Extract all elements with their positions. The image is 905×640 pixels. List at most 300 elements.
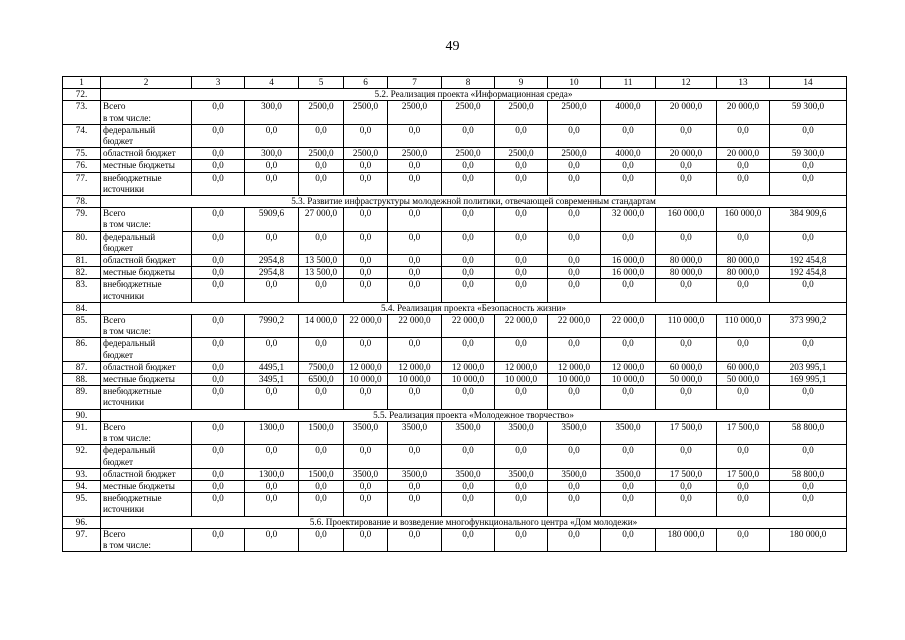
value-cell: 0,0	[717, 480, 770, 492]
value-cell: 160 000,0	[656, 208, 717, 231]
table-row	[63, 231, 847, 254]
funding-source-line: федеральный	[103, 445, 156, 456]
row-number: 85.	[63, 315, 101, 338]
value-cell: 0,0	[495, 160, 548, 172]
value-cell: 0,0	[717, 338, 770, 361]
value-cell: 22 000,0	[495, 315, 548, 338]
value-cell: 7500,0	[299, 361, 344, 373]
row-number: 88.	[63, 374, 101, 386]
value-cell: 0,0	[548, 255, 601, 267]
funding-source	[101, 124, 192, 147]
value-cell: 0,0	[192, 315, 245, 338]
funding-source-line: в том числе:	[103, 539, 151, 550]
value-cell: 0,0	[601, 172, 656, 195]
value-cell: 180 000,0	[770, 528, 847, 551]
value-cell: 0,0	[495, 279, 548, 302]
value-cell: 0,0	[245, 480, 299, 492]
table-row	[63, 267, 847, 279]
value-cell: 0,0	[770, 160, 847, 172]
value-cell: 0,0	[548, 386, 601, 409]
value-cell: 0,0	[656, 386, 717, 409]
section-title: 5.5. Реализация проекта «Молодежное творчество»	[101, 409, 847, 421]
value-cell: 0,0	[601, 160, 656, 172]
section-row	[63, 196, 847, 208]
funding-source	[101, 338, 192, 361]
value-cell: 0,0	[388, 493, 442, 516]
value-cell: 1500,0	[299, 421, 344, 444]
value-cell: 0,0	[192, 493, 245, 516]
value-cell: 0,0	[388, 279, 442, 302]
value-cell: 0,0	[717, 172, 770, 195]
funding-source-line: областной бюджет	[103, 468, 176, 479]
value-cell: 12 000,0	[601, 361, 656, 373]
header-cell: 8	[442, 77, 495, 89]
value-cell: 192 454,8	[770, 267, 847, 279]
value-cell: 0,0	[548, 528, 601, 551]
funding-source	[101, 315, 192, 338]
header-cell: 14	[770, 77, 847, 89]
funding-source-line: внебюджетные	[103, 386, 162, 397]
value-cell: 0,0	[442, 445, 495, 468]
value-cell: 0,0	[192, 361, 245, 373]
value-cell: 3495,1	[245, 374, 299, 386]
value-cell: 10 000,0	[388, 374, 442, 386]
value-cell: 58 800,0	[770, 468, 847, 480]
value-cell: 80 000,0	[656, 255, 717, 267]
value-cell: 58 800,0	[770, 421, 847, 444]
value-cell: 0,0	[388, 267, 442, 279]
value-cell: 0,0	[495, 386, 548, 409]
funding-source-line: Всего	[103, 315, 126, 326]
value-cell: 2954,8	[245, 255, 299, 267]
value-cell: 0,0	[442, 493, 495, 516]
value-cell: 0,0	[192, 208, 245, 231]
value-cell: 0,0	[770, 338, 847, 361]
value-cell: 0,0	[442, 480, 495, 492]
value-cell: 0,0	[717, 493, 770, 516]
value-cell: 2954,8	[245, 267, 299, 279]
value-cell: 0,0	[495, 528, 548, 551]
table-row	[63, 101, 847, 124]
funding-source-line: в том числе:	[103, 326, 151, 337]
header-cell: 2	[101, 77, 192, 89]
value-cell: 0,0	[656, 338, 717, 361]
value-cell: 1300,0	[245, 468, 299, 480]
value-cell: 0,0	[442, 208, 495, 231]
value-cell: 0,0	[192, 172, 245, 195]
funding-source-line: местные бюджеты	[103, 480, 175, 491]
funding-source-line: Всего	[103, 208, 126, 219]
value-cell: 4495,1	[245, 361, 299, 373]
value-cell: 0,0	[192, 374, 245, 386]
value-cell: 2500,0	[548, 101, 601, 124]
value-cell: 0,0	[245, 386, 299, 409]
funding-source-line: бюджет	[103, 136, 134, 147]
value-cell: 0,0	[388, 338, 442, 361]
funding-source	[101, 493, 192, 516]
funding-source	[101, 101, 192, 124]
value-cell: 0,0	[245, 124, 299, 147]
value-cell: 13 500,0	[299, 267, 344, 279]
value-cell: 0,0	[388, 208, 442, 231]
value-cell: 22 000,0	[344, 315, 388, 338]
value-cell: 0,0	[495, 172, 548, 195]
row-number: 86.	[63, 338, 101, 361]
value-cell: 12 000,0	[495, 361, 548, 373]
value-cell: 2500,0	[299, 148, 344, 160]
funding-source	[101, 528, 192, 551]
value-cell: 0,0	[548, 445, 601, 468]
value-cell: 3500,0	[495, 421, 548, 444]
row-number: 74.	[63, 124, 101, 147]
value-cell: 0,0	[245, 279, 299, 302]
value-cell: 0,0	[344, 279, 388, 302]
funding-source-line: федеральный	[103, 231, 156, 242]
value-cell: 12 000,0	[388, 361, 442, 373]
value-cell: 3500,0	[601, 468, 656, 480]
value-cell: 0,0	[192, 148, 245, 160]
value-cell: 0,0	[495, 267, 548, 279]
value-cell: 0,0	[656, 493, 717, 516]
value-cell: 16 000,0	[601, 255, 656, 267]
section-title: 5.4. Реализация проекта «Безопасность жизни»	[101, 302, 847, 314]
funding-source	[101, 255, 192, 267]
value-cell: 17 500,0	[717, 421, 770, 444]
value-cell: 12 000,0	[548, 361, 601, 373]
funding-source-line: Всего	[103, 528, 126, 539]
table-row	[63, 148, 847, 160]
value-cell: 0,0	[548, 231, 601, 254]
value-cell: 3500,0	[548, 421, 601, 444]
funding-source-line: в том числе:	[103, 433, 151, 444]
funding-source-line: областной бюджет	[103, 361, 176, 372]
value-cell: 0,0	[548, 493, 601, 516]
value-cell: 3500,0	[344, 468, 388, 480]
value-cell: 0,0	[656, 279, 717, 302]
value-cell: 0,0	[495, 493, 548, 516]
row-number: 95.	[63, 493, 101, 516]
row-number: 78.	[63, 196, 101, 208]
value-cell: 3500,0	[388, 468, 442, 480]
table-header-row	[63, 77, 847, 89]
value-cell: 0,0	[601, 386, 656, 409]
value-cell: 0,0	[344, 267, 388, 279]
value-cell: 0,0	[192, 386, 245, 409]
value-cell: 0,0	[495, 480, 548, 492]
value-cell: 0,0	[495, 231, 548, 254]
value-cell: 0,0	[299, 124, 344, 147]
row-number: 82.	[63, 267, 101, 279]
value-cell: 0,0	[299, 493, 344, 516]
table-row	[63, 338, 847, 361]
value-cell: 0,0	[245, 160, 299, 172]
value-cell: 0,0	[299, 480, 344, 492]
value-cell: 2500,0	[299, 101, 344, 124]
funding-source-line: в том числе:	[103, 219, 151, 230]
value-cell: 0,0	[299, 445, 344, 468]
value-cell: 169 995,1	[770, 374, 847, 386]
value-cell: 3500,0	[442, 468, 495, 480]
value-cell: 0,0	[656, 231, 717, 254]
value-cell: 0,0	[442, 255, 495, 267]
value-cell: 160 000,0	[717, 208, 770, 231]
value-cell: 0,0	[770, 172, 847, 195]
funding-source	[101, 172, 192, 195]
value-cell: 0,0	[344, 255, 388, 267]
value-cell: 10 000,0	[601, 374, 656, 386]
funding-source-line: местные бюджеты	[103, 267, 175, 278]
value-cell: 59 300,0	[770, 148, 847, 160]
value-cell: 10 000,0	[344, 374, 388, 386]
value-cell: 0,0	[192, 421, 245, 444]
value-cell: 0,0	[656, 445, 717, 468]
value-cell: 0,0	[717, 160, 770, 172]
value-cell: 60 000,0	[717, 361, 770, 373]
value-cell: 0,0	[344, 338, 388, 361]
value-cell: 0,0	[192, 279, 245, 302]
value-cell: 0,0	[299, 279, 344, 302]
row-number: 91.	[63, 421, 101, 444]
row-number: 96.	[63, 516, 101, 528]
value-cell: 2500,0	[495, 101, 548, 124]
funding-source-line: Всего	[103, 101, 126, 112]
funding-source-line: местные бюджеты	[103, 374, 175, 385]
value-cell: 0,0	[388, 445, 442, 468]
value-cell: 7990,2	[245, 315, 299, 338]
row-number: 72.	[63, 89, 101, 101]
funding-source-line: областной бюджет	[103, 148, 176, 159]
value-cell: 27 000,0	[299, 208, 344, 231]
value-cell: 5909,6	[245, 208, 299, 231]
value-cell: 0,0	[495, 124, 548, 147]
value-cell: 12 000,0	[344, 361, 388, 373]
value-cell: 0,0	[192, 101, 245, 124]
value-cell: 6500,0	[299, 374, 344, 386]
value-cell: 110 000,0	[717, 315, 770, 338]
value-cell: 10 000,0	[495, 374, 548, 386]
value-cell: 0,0	[299, 386, 344, 409]
value-cell: 0,0	[717, 386, 770, 409]
value-cell: 0,0	[442, 172, 495, 195]
funding-source-line: внебюджетные	[103, 279, 162, 290]
funding-source	[101, 361, 192, 373]
table-row	[63, 528, 847, 551]
value-cell: 0,0	[717, 528, 770, 551]
value-cell: 2500,0	[344, 101, 388, 124]
value-cell: 0,0	[388, 231, 442, 254]
funding-source	[101, 231, 192, 254]
value-cell: 0,0	[717, 279, 770, 302]
value-cell: 0,0	[442, 267, 495, 279]
value-cell: 0,0	[344, 160, 388, 172]
value-cell: 12 000,0	[442, 361, 495, 373]
value-cell: 17 500,0	[656, 421, 717, 444]
value-cell: 0,0	[344, 172, 388, 195]
row-number: 81.	[63, 255, 101, 267]
value-cell: 0,0	[442, 231, 495, 254]
value-cell: 0,0	[388, 480, 442, 492]
table-row	[63, 421, 847, 444]
value-cell: 0,0	[192, 124, 245, 147]
value-cell: 0,0	[601, 338, 656, 361]
value-cell: 0,0	[442, 160, 495, 172]
funding-source	[101, 421, 192, 444]
value-cell: 0,0	[601, 493, 656, 516]
value-cell: 0,0	[192, 338, 245, 361]
value-cell: 22 000,0	[548, 315, 601, 338]
value-cell: 0,0	[548, 160, 601, 172]
funding-source	[101, 208, 192, 231]
value-cell: 0,0	[388, 386, 442, 409]
value-cell: 0,0	[192, 528, 245, 551]
value-cell: 2500,0	[442, 101, 495, 124]
value-cell: 203 995,1	[770, 361, 847, 373]
table-row	[63, 361, 847, 373]
table-row	[63, 208, 847, 231]
header-cell: 5	[299, 77, 344, 89]
value-cell: 0,0	[770, 124, 847, 147]
table-row	[63, 124, 847, 147]
value-cell: 0,0	[245, 172, 299, 195]
row-number: 90.	[63, 409, 101, 421]
value-cell: 0,0	[770, 231, 847, 254]
value-cell: 0,0	[344, 493, 388, 516]
value-cell: 0,0	[344, 528, 388, 551]
value-cell: 0,0	[299, 172, 344, 195]
value-cell: 0,0	[245, 445, 299, 468]
page-number: 49	[445, 39, 460, 54]
funding-source	[101, 480, 192, 492]
value-cell: 0,0	[601, 445, 656, 468]
funding-source	[101, 386, 192, 409]
value-cell: 0,0	[601, 528, 656, 551]
value-cell: 0,0	[344, 445, 388, 468]
value-cell: 4000,0	[601, 148, 656, 160]
value-cell: 2500,0	[344, 148, 388, 160]
value-cell: 0,0	[388, 124, 442, 147]
funding-source-line: источники	[103, 504, 145, 515]
value-cell: 20 000,0	[656, 101, 717, 124]
value-cell: 3500,0	[442, 421, 495, 444]
header-cell: 6	[344, 77, 388, 89]
row-number: 76.	[63, 160, 101, 172]
value-cell: 59 300,0	[770, 101, 847, 124]
value-cell: 16 000,0	[601, 267, 656, 279]
value-cell: 0,0	[299, 231, 344, 254]
value-cell: 0,0	[192, 445, 245, 468]
value-cell: 0,0	[548, 267, 601, 279]
value-cell: 10 000,0	[442, 374, 495, 386]
value-cell: 50 000,0	[717, 374, 770, 386]
value-cell: 2500,0	[495, 148, 548, 160]
value-cell: 0,0	[656, 160, 717, 172]
header-cell: 3	[192, 77, 245, 89]
value-cell: 2500,0	[388, 148, 442, 160]
table-row	[63, 374, 847, 386]
header-cell: 9	[495, 77, 548, 89]
value-cell: 0,0	[442, 124, 495, 147]
value-cell: 0,0	[344, 386, 388, 409]
funding-source-line: местные бюджеты	[103, 160, 175, 171]
funding-source-line: областной бюджет	[103, 255, 176, 266]
value-cell: 14 000,0	[299, 315, 344, 338]
value-cell: 0,0	[770, 386, 847, 409]
table-row	[63, 315, 847, 338]
value-cell: 300,0	[245, 101, 299, 124]
value-cell: 0,0	[344, 208, 388, 231]
value-cell: 0,0	[717, 231, 770, 254]
header-cell: 13	[717, 77, 770, 89]
section-row	[63, 89, 847, 101]
value-cell: 0,0	[245, 528, 299, 551]
funding-source-line: источники	[103, 183, 145, 194]
value-cell: 0,0	[495, 208, 548, 231]
section-title: 5.2. Реализация проекта «Информационная среда»	[101, 89, 847, 101]
funding-source-line: федеральный	[103, 338, 156, 349]
funding-source-line: Всего	[103, 421, 126, 432]
funding-source	[101, 468, 192, 480]
value-cell: 0,0	[495, 445, 548, 468]
table-row	[63, 160, 847, 172]
value-cell: 0,0	[770, 445, 847, 468]
value-cell: 0,0	[495, 338, 548, 361]
funding-source-line: в том числе:	[103, 112, 151, 123]
row-number: 83.	[63, 279, 101, 302]
value-cell: 0,0	[656, 480, 717, 492]
table-row	[63, 172, 847, 195]
value-cell: 17 500,0	[656, 468, 717, 480]
value-cell: 2500,0	[388, 101, 442, 124]
funding-source-line: бюджет	[103, 349, 134, 360]
value-cell: 0,0	[299, 528, 344, 551]
value-cell: 0,0	[442, 338, 495, 361]
value-cell: 0,0	[548, 172, 601, 195]
value-cell: 110 000,0	[656, 315, 717, 338]
value-cell: 0,0	[770, 279, 847, 302]
funding-source-line: бюджет	[103, 242, 134, 253]
value-cell: 192 454,8	[770, 255, 847, 267]
value-cell: 3500,0	[601, 421, 656, 444]
header-cell: 1	[63, 77, 101, 89]
table-row	[63, 279, 847, 302]
value-cell: 0,0	[548, 208, 601, 231]
value-cell: 80 000,0	[717, 255, 770, 267]
funding-source	[101, 445, 192, 468]
table-row	[63, 493, 847, 516]
table-row	[63, 386, 847, 409]
header-cell: 7	[388, 77, 442, 89]
value-cell: 0,0	[192, 255, 245, 267]
value-cell: 0,0	[192, 267, 245, 279]
value-cell: 3500,0	[495, 468, 548, 480]
value-cell: 0,0	[548, 338, 601, 361]
row-number: 87.	[63, 361, 101, 373]
row-number: 80.	[63, 231, 101, 254]
row-number: 73.	[63, 101, 101, 124]
value-cell: 0,0	[601, 231, 656, 254]
value-cell: 0,0	[442, 386, 495, 409]
value-cell: 0,0	[495, 255, 548, 267]
value-cell: 0,0	[388, 160, 442, 172]
value-cell: 13 500,0	[299, 255, 344, 267]
value-cell: 0,0	[770, 480, 847, 492]
value-cell: 0,0	[548, 279, 601, 302]
value-cell: 80 000,0	[656, 267, 717, 279]
row-number: 77.	[63, 172, 101, 195]
value-cell: 0,0	[656, 124, 717, 147]
value-cell: 20 000,0	[717, 101, 770, 124]
funding-source-line: источники	[103, 397, 145, 408]
